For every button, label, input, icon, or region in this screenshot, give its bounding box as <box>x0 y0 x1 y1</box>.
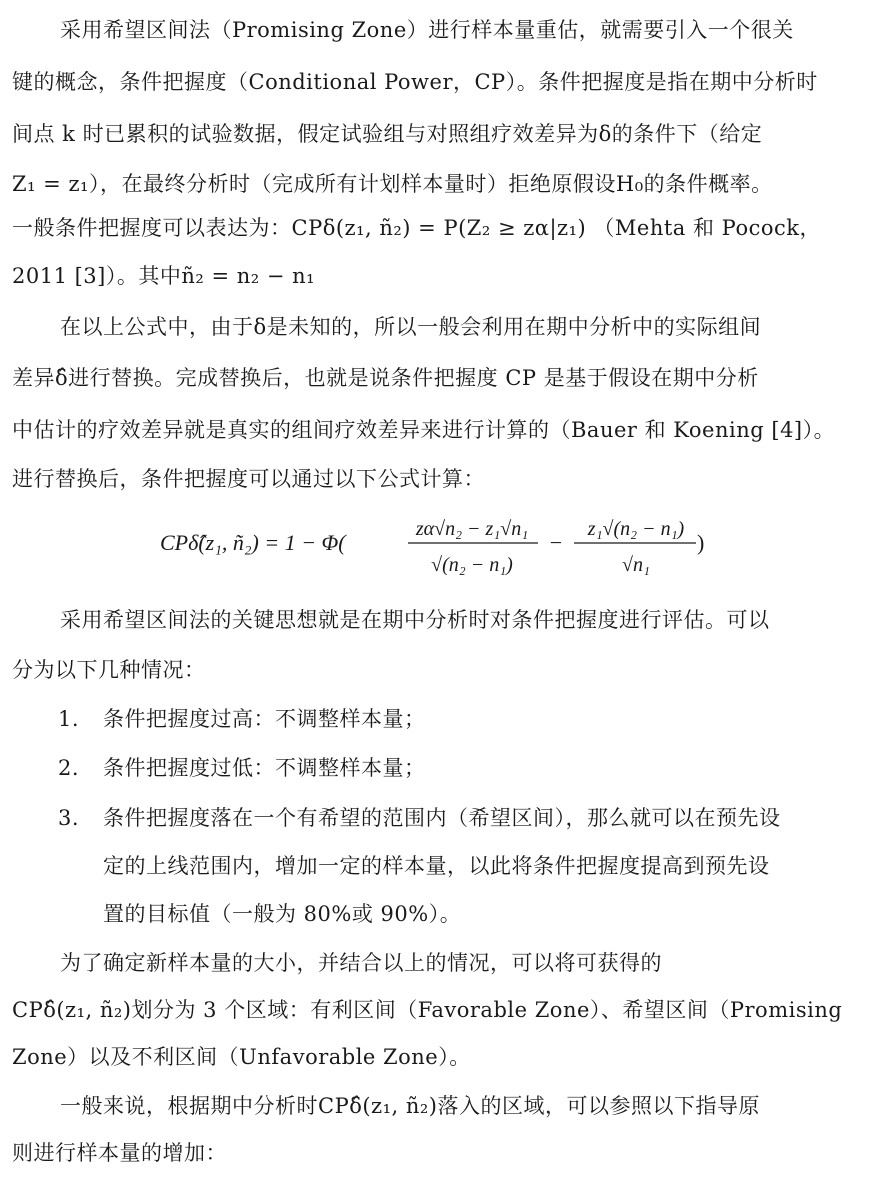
list-text: 条件把握度过高：不调整样本量； <box>103 707 426 731</box>
text-line: 则进行样本量的增加： <box>12 1141 227 1165</box>
list-text-continued: 置的目标值（一般为 80%或 90%）。 <box>103 902 462 926</box>
text-line: 间点 k 时已累积的试验数据，假定试验组与对照组疗效差异为δ的条件下（给定 <box>12 122 763 146</box>
text-line: CPδ̂(z₁, ñ₂)划分为 3 个区域：有利区间（Favorable Zone）、希望区间（Promising <box>12 998 843 1022</box>
text-line: 键的概念，条件把握度（Conditional Power，CP）。条件把握度是指在期中分析时 <box>12 70 818 94</box>
formula-numerator-2: z₁√(n₂ − n₁) <box>587 518 685 540</box>
list-text-continued: 定的上线范围内，增加一定的样本量，以此将条件把握度提高到预先设 <box>103 854 770 878</box>
text-line: 为了确定新样本量的大小，并结合以上的情况，可以将可获得的 <box>60 951 662 975</box>
text-line: Z₁ = z₁），在最终分析时（完成所有计划样本量时）拒绝原假设H₀的条件概率。 <box>12 172 773 196</box>
text-line: 采用希望区间法的关键思想就是在期中分析时对条件把握度进行评估。可以 <box>60 608 770 632</box>
text-line: 采用希望区间法（Promising Zone）进行样本量重估，就需要引入一个很关 <box>60 18 794 42</box>
text-line: Zone）以及不利区间（Unfavorable Zone）。 <box>12 1045 471 1069</box>
list-number: 2. <box>58 756 80 780</box>
cp-formula <box>0 503 875 583</box>
list-number: 3. <box>58 806 80 830</box>
text-line: 分为以下几种情况： <box>12 658 206 682</box>
formula-close-paren: ) <box>697 530 705 555</box>
formula-denominator-2: √n₁ <box>622 554 650 576</box>
list-item <box>0 703 875 733</box>
formula-lhs: CPδ̂(z₁, ñ₂) = 1 − Φ( <box>160 530 346 555</box>
cp-formula-svg <box>0 503 875 583</box>
list-text: 条件把握度落在一个有希望的范围内（希望区间），那么就可以在预先设 <box>103 806 781 830</box>
formula-minus: − <box>549 530 563 555</box>
list-item <box>0 752 875 782</box>
formula-denominator-1: √(n₂ − n₁) <box>431 554 513 576</box>
list-number: 1. <box>58 707 80 731</box>
text-line: 一般来说，根据期中分析时CPδ̂(z₁, ñ₂)落入的区域，可以参照以下指导原 <box>60 1094 761 1118</box>
text-line: 差异δ̂进行替换。完成替换后，也就是说条件把握度 CP 是基于假设在期中分析 <box>12 366 759 390</box>
list-item <box>0 802 875 832</box>
list-text: 条件把握度过低：不调整样本量； <box>103 756 426 780</box>
text-line: 在以上公式中，由于δ是未知的，所以一般会利用在期中分析中的实际组间 <box>60 315 762 339</box>
formula-numerator-1: zα√n₂ − z₁√n₁ <box>415 518 529 540</box>
text-line: 中估计的疗效差异就是真实的组间疗效差异来进行计算的（Bauer 和 Koening [4]）。 <box>12 418 836 442</box>
text-line: 2011 [3]）。其中ñ₂ = n₂ − n₁ <box>12 264 316 288</box>
text-line: 一般条件把握度可以表达为：CPδ(z₁, ñ₂) = P(Z₂ ≥ zα|z₁) （Mehta 和 Pocock， <box>12 216 821 240</box>
text-line: 进行替换后，条件把握度可以通过以下公式计算： <box>12 467 485 491</box>
